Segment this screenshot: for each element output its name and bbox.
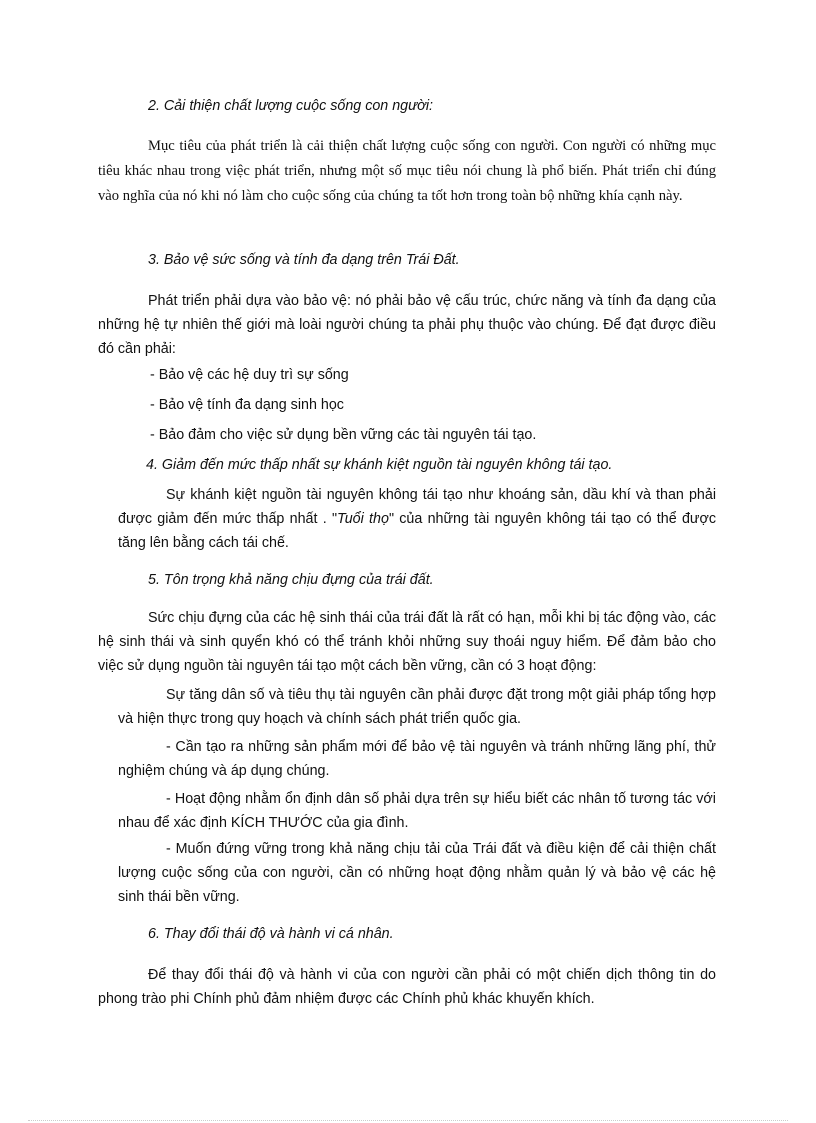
section-4-heading: 4. Giảm đến mức thấp nhất sự khánh kiệt nguồn tài nguyên không tái tạo. — [146, 457, 613, 473]
section-3-bullet: - Bảo đảm cho việc sử dụng bền vững các tài nguyên tái tạo. — [150, 427, 537, 443]
section-4-body-text: " của những tài nguyên không tái tạo có thể được tăng lên bằng cách tái chế. — [118, 511, 716, 551]
section-3-body: Phát triển phải dựa vào bảo vệ: nó phải bảo vệ cấu trúc, chức năng và tính đa dạng của những hệ tự nhiên thế giới mà loài người chúng ta phải phụ thuộc vào chúng. Để đạt được điều đó cần phải: — [98, 293, 716, 357]
section-5-heading: 5. Tôn trọng khả năng chịu đựng của trái đất. — [148, 572, 434, 588]
section-4-body-text: Sự khánh kiệt nguồn tài nguyên không tái tạo như khoáng sản, dầu khí và than phải được giảm đến mức thấp nhất . " — [118, 487, 716, 527]
section-6-body: Để thay đổi thái độ và hành vi của con người cần phải có một chiến dịch thông tin do phong trào phi Chính phủ đảm nhiệm được các Chính phủ khác khuyến khích. — [98, 967, 716, 1007]
section-5-item: - Muốn đứng vững trong khả năng chịu tải của Trái đất và điều kiện để cải thiện chất lượng cuộc sống của con người, cần có những hoạt động nhằm quản lý và bảo vệ các hệ sinh thái bền vững. — [118, 841, 716, 905]
section-3-heading: 3. Bảo vệ sức sống và tính đa dạng trên Trái Đất. — [148, 252, 460, 268]
section-5-item: - Hoạt động nhằm ổn định dân số phải dựa trên sự hiểu biết các nhân tố tương tác với nhau để xác định KÍCH THƯỚC của gia đình. — [118, 791, 716, 831]
section-6-heading: 6. Thay đổi thái độ và hành vi cá nhân. — [148, 926, 394, 942]
section-4-body-emphasis: Tuổi thọ — [337, 511, 389, 527]
section-2-body: Mục tiêu của phát triển là cải thiện chất lượng cuộc sống con người. Con người có những mục tiêu khác nhau trong việc phát triển, nhưng một số mục tiêu nói chung là phổ biến. Phát triển chỉ đúng vào nghĩa của nó khi nó làm cho cuộc sống của chúng ta tốt hơn trong toàn bộ những khía cạnh này. — [98, 138, 716, 204]
section-4-body — [118, 483, 716, 555]
section-5-item: - Cần tạo ra những sản phẩm mới để bảo vệ tài nguyên và tránh những lãng phí, thử nghiệm chúng và áp dụng chúng. — [118, 739, 716, 779]
section-3-bullet: - Bảo vệ tính đa dạng sinh học — [150, 397, 344, 413]
page-bottom-divider — [28, 1120, 788, 1121]
section-2-heading: 2. Cải thiện chất lượng cuộc sống con người: — [148, 98, 433, 114]
section-5-body: Sức chịu đựng của các hệ sinh thái của trái đất là rất có hạn, mỗi khi bị tác động vào, các hệ sinh thái và sinh quyển khó có thể tránh khỏi những suy thoái nguy hiểm. Để đảm bảo cho việc sử dụng nguồn tài nguyên tái tạo một cách bền vững, cần có 3 hoạt động: — [98, 610, 716, 674]
section-5-item: Sự tăng dân số và tiêu thụ tài nguyên cần phải được đặt trong một giải pháp tổng hợp và hiện thực trong quy hoạch và chính sách phát triển quốc gia. — [118, 687, 716, 727]
section-3-bullet: - Bảo vệ các hệ duy trì sự sống — [150, 367, 349, 383]
